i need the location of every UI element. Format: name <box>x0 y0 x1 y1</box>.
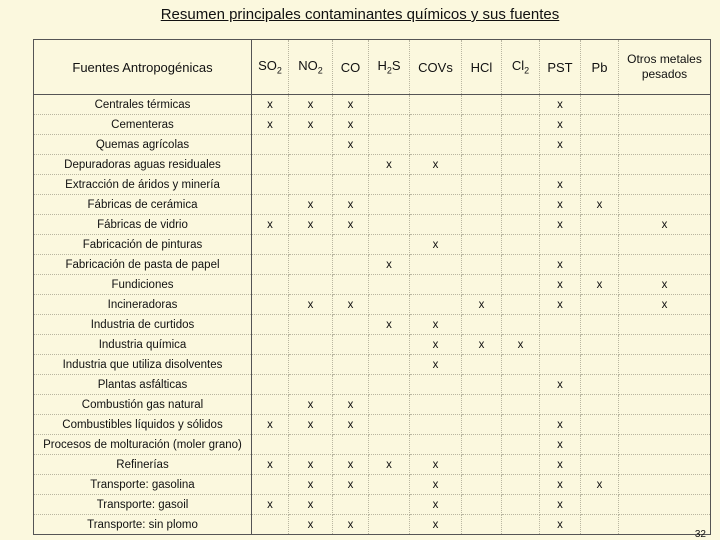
table-cell <box>619 495 711 515</box>
table-cell <box>581 495 619 515</box>
table-row <box>34 515 711 535</box>
table-cell: x <box>540 115 581 135</box>
table-cell <box>369 515 410 535</box>
table-cell <box>581 215 619 235</box>
table-cell <box>581 115 619 135</box>
table-cell: x <box>252 455 289 475</box>
table-cell: x <box>410 515 462 535</box>
slide-title: Resumen principales contaminantes químicos y sus fuentes <box>160 6 560 23</box>
table-row <box>34 455 711 475</box>
table-cell: x <box>540 415 581 435</box>
table-cell <box>369 355 410 375</box>
table-header-row <box>34 40 711 95</box>
table-cell <box>289 135 333 155</box>
table-cell <box>462 235 502 255</box>
header-source: Fuentes Antropogénicas <box>34 40 252 95</box>
table-cell <box>619 455 711 475</box>
table-cell: x <box>333 455 369 475</box>
table-cell <box>581 335 619 355</box>
table-cell <box>252 315 289 335</box>
table-cell: x <box>410 155 462 175</box>
table-row <box>34 435 711 455</box>
table-cell: x <box>369 255 410 275</box>
table-cell <box>369 395 410 415</box>
source-name: Transporte: gasoil <box>34 495 252 515</box>
table-cell: x <box>289 195 333 215</box>
table-cell: x <box>369 315 410 335</box>
table-cell <box>289 375 333 395</box>
table-cell <box>410 435 462 455</box>
table-cell <box>619 115 711 135</box>
table-cell: x <box>619 215 711 235</box>
table-row <box>34 175 711 195</box>
table-cell: x <box>369 455 410 475</box>
table-cell <box>410 215 462 235</box>
table-cell <box>540 315 581 335</box>
table-cell: x <box>410 495 462 515</box>
source-name: Procesos de molturación (moler grano) <box>34 435 252 455</box>
table-cell <box>502 115 540 135</box>
source-name: Cementeras <box>34 115 252 135</box>
table-cell <box>619 475 711 495</box>
table-cell <box>502 475 540 495</box>
table-cell <box>581 395 619 415</box>
header-col-otros-metales: Otros metales pesados <box>619 40 711 95</box>
table-cell <box>462 195 502 215</box>
table-cell <box>619 235 711 255</box>
table-cell: x <box>462 295 502 315</box>
table-cell <box>581 255 619 275</box>
table-cell <box>410 295 462 315</box>
table-cell <box>333 315 369 335</box>
table-cell <box>369 115 410 135</box>
table-cell <box>619 415 711 435</box>
table-cell <box>369 235 410 255</box>
source-name: Combustión gas natural <box>34 395 252 415</box>
table-cell: x <box>619 275 711 295</box>
table-cell <box>502 395 540 415</box>
table-cell <box>619 375 711 395</box>
table-cell <box>619 95 711 115</box>
header-col-cl2: $Cl_2$ <box>502 40 540 95</box>
table-row <box>34 495 711 515</box>
table-cell <box>252 395 289 415</box>
table-cell <box>289 175 333 195</box>
table-cell: x <box>252 115 289 135</box>
table-cell: x <box>289 475 333 495</box>
table-cell <box>462 395 502 415</box>
table-cell <box>252 515 289 535</box>
table-cell <box>502 495 540 515</box>
table-cell: x <box>540 375 581 395</box>
table-row <box>34 235 711 255</box>
table-cell: x <box>289 415 333 435</box>
table-cell: x <box>252 495 289 515</box>
table-cell <box>410 175 462 195</box>
table-cell: x <box>333 195 369 215</box>
source-name: Industria que utiliza disolventes <box>34 355 252 375</box>
table-cell <box>502 135 540 155</box>
header-col-no2: $NO_2$ <box>289 40 333 95</box>
table-cell <box>540 355 581 375</box>
table-cell <box>289 435 333 455</box>
table-cell: x <box>333 415 369 435</box>
source-name: Fundiciones <box>34 275 252 295</box>
table-cell <box>619 435 711 455</box>
table-cell <box>502 95 540 115</box>
table-row <box>34 215 711 235</box>
page-number: 32 <box>694 529 706 540</box>
table-cell <box>410 375 462 395</box>
table-cell <box>502 455 540 475</box>
table-cell: x <box>289 115 333 135</box>
table-cell <box>581 175 619 195</box>
table-cell: x <box>289 395 333 415</box>
table-cell <box>502 275 540 295</box>
table-cell: x <box>252 215 289 235</box>
source-name: Industria de curtidos <box>34 315 252 335</box>
table-cell <box>502 215 540 235</box>
table-cell <box>502 175 540 195</box>
table-cell <box>369 495 410 515</box>
table-cell <box>252 475 289 495</box>
table-cell <box>619 195 711 215</box>
table-cell <box>581 415 619 435</box>
source-name: Refinerías <box>34 455 252 475</box>
table-cell: x <box>540 135 581 155</box>
table-cell <box>289 255 333 275</box>
table-row <box>34 475 711 495</box>
table-cell <box>410 135 462 155</box>
header-col-pb: Pb <box>581 40 619 95</box>
table-cell <box>369 135 410 155</box>
table-cell: x <box>289 215 333 235</box>
table-cell: x <box>502 335 540 355</box>
table-cell <box>619 315 711 335</box>
table-cell <box>410 115 462 135</box>
table-cell <box>333 335 369 355</box>
table-cell: x <box>540 455 581 475</box>
table-cell: x <box>333 475 369 495</box>
table-row <box>34 135 711 155</box>
table-cell <box>333 235 369 255</box>
table-cell <box>581 295 619 315</box>
table-cell <box>369 335 410 355</box>
table-cell: x <box>581 275 619 295</box>
table-cell: x <box>540 515 581 535</box>
table-cell <box>333 155 369 175</box>
table-cell: x <box>410 475 462 495</box>
table-cell: x <box>540 215 581 235</box>
table-cell: x <box>252 415 289 435</box>
table-cell <box>462 355 502 375</box>
source-name: Depuradoras aguas residuales <box>34 155 252 175</box>
table-cell: x <box>462 335 502 355</box>
table-cell: x <box>289 515 333 535</box>
table-row <box>34 195 711 215</box>
table-cell: x <box>333 215 369 235</box>
table-cell <box>289 235 333 255</box>
table-cell <box>462 255 502 275</box>
table-cell <box>252 175 289 195</box>
source-name: Fábricas de vidrio <box>34 215 252 235</box>
table-cell <box>581 315 619 335</box>
table-cell: x <box>410 315 462 335</box>
table-cell <box>289 315 333 335</box>
table-cell: x <box>333 395 369 415</box>
table-cell <box>462 135 502 155</box>
table-cell <box>540 155 581 175</box>
source-name: Transporte: sin plomo <box>34 515 252 535</box>
table-cell: x <box>540 435 581 455</box>
table-cell: x <box>289 455 333 475</box>
table-cell <box>581 515 619 535</box>
table-cell: x <box>410 235 462 255</box>
header-col-hcl: HCl <box>462 40 502 95</box>
table-cell <box>462 475 502 495</box>
table-cell <box>619 175 711 195</box>
table-cell <box>502 295 540 315</box>
header-col-covs: COVs <box>410 40 462 95</box>
table-cell <box>502 255 540 275</box>
source-name: Fábricas de cerámica <box>34 195 252 215</box>
table-cell <box>462 455 502 475</box>
table-cell <box>252 295 289 315</box>
table-cell <box>502 515 540 535</box>
source-name: Fabricación de pasta de papel <box>34 255 252 275</box>
table-row <box>34 95 711 115</box>
table-cell <box>462 495 502 515</box>
table-cell <box>252 155 289 175</box>
table-cell <box>581 455 619 475</box>
source-name: Extracción de áridos y minería <box>34 175 252 195</box>
table-cell <box>369 175 410 195</box>
table-cell: x <box>333 95 369 115</box>
table-cell <box>410 195 462 215</box>
table-cell <box>252 235 289 255</box>
table-cell <box>581 155 619 175</box>
source-name: Incineradoras <box>34 295 252 315</box>
table-cell: x <box>540 495 581 515</box>
table-cell <box>540 235 581 255</box>
table-row <box>34 315 711 335</box>
table-row <box>34 415 711 435</box>
table-cell <box>410 275 462 295</box>
table-row <box>34 255 711 275</box>
table-cell <box>252 195 289 215</box>
table-cell: x <box>540 275 581 295</box>
table-cell <box>333 435 369 455</box>
table-cell <box>581 95 619 115</box>
header-col-pst: PST <box>540 40 581 95</box>
table-cell: x <box>540 195 581 215</box>
table-cell: x <box>289 295 333 315</box>
table-row <box>34 295 711 315</box>
table-cell <box>502 415 540 435</box>
table-cell <box>502 355 540 375</box>
table-cell <box>462 155 502 175</box>
table-cell <box>581 435 619 455</box>
table-cell <box>369 415 410 435</box>
table-cell: x <box>333 515 369 535</box>
table-cell <box>619 255 711 275</box>
table-cell <box>502 375 540 395</box>
table-cell: x <box>540 175 581 195</box>
table-cell <box>462 375 502 395</box>
table-cell: x <box>410 335 462 355</box>
table-cell: x <box>540 475 581 495</box>
table-cell: x <box>252 95 289 115</box>
table-row <box>34 395 711 415</box>
table-cell <box>619 335 711 355</box>
table-cell <box>619 135 711 155</box>
source-name: Plantas asfálticas <box>34 375 252 395</box>
table-cell: x <box>410 355 462 375</box>
header-col-co: CO <box>333 40 369 95</box>
table-cell: x <box>333 115 369 135</box>
source-name: Centrales térmicas <box>34 95 252 115</box>
source-name: Transporte: gasolina <box>34 475 252 495</box>
table-cell: x <box>410 455 462 475</box>
table-cell: x <box>581 475 619 495</box>
table-cell <box>619 155 711 175</box>
table-cell <box>333 275 369 295</box>
table-cell <box>369 195 410 215</box>
table-cell <box>333 495 369 515</box>
table-cell <box>502 315 540 335</box>
table-cell <box>289 355 333 375</box>
table-row <box>34 335 711 355</box>
table-row <box>34 155 711 175</box>
table-cell <box>252 275 289 295</box>
table-cell <box>369 375 410 395</box>
table-cell <box>252 135 289 155</box>
table-cell <box>619 355 711 375</box>
source-name: Industria química <box>34 335 252 355</box>
table-cell <box>462 435 502 455</box>
table-cell <box>369 95 410 115</box>
table-cell <box>410 395 462 415</box>
table-cell <box>410 415 462 435</box>
table-cell: x <box>540 295 581 315</box>
table-cell <box>252 335 289 355</box>
table-cell <box>462 315 502 335</box>
table-cell <box>289 155 333 175</box>
table-cell <box>289 275 333 295</box>
table-cell <box>333 175 369 195</box>
table-cell <box>462 415 502 435</box>
table-cell: x <box>333 295 369 315</box>
table-cell <box>252 355 289 375</box>
table-cell <box>462 215 502 235</box>
table-cell <box>581 355 619 375</box>
table-cell <box>289 335 333 355</box>
table-cell: x <box>619 295 711 315</box>
table-cell: x <box>289 495 333 515</box>
table-cell <box>502 435 540 455</box>
table-cell <box>581 375 619 395</box>
table-row <box>34 375 711 395</box>
table-cell <box>502 235 540 255</box>
table-cell: x <box>581 195 619 215</box>
table-cell: x <box>369 155 410 175</box>
table-cell <box>581 135 619 155</box>
table-cell <box>540 395 581 415</box>
table-cell: x <box>540 95 581 115</box>
table-cell <box>619 395 711 415</box>
pollutant-sources-table <box>33 39 711 535</box>
table-cell <box>369 435 410 455</box>
table-cell <box>369 295 410 315</box>
table-cell <box>333 355 369 375</box>
table-cell <box>462 115 502 135</box>
source-name: Combustibles líquidos y sólidos <box>34 415 252 435</box>
table-cell <box>581 235 619 255</box>
table-cell <box>462 95 502 115</box>
table-cell <box>252 435 289 455</box>
table-cell <box>462 175 502 195</box>
table-cell <box>252 375 289 395</box>
table-row <box>34 355 711 375</box>
table-cell <box>462 275 502 295</box>
table-cell <box>502 195 540 215</box>
table-cell <box>369 475 410 495</box>
table-cell: x <box>289 95 333 115</box>
table-row <box>34 275 711 295</box>
header-col-h2s: $H_2S$ <box>369 40 410 95</box>
source-name: Quemas agrícolas <box>34 135 252 155</box>
table-cell <box>369 275 410 295</box>
table-cell <box>462 515 502 535</box>
source-name: Fabricación de pinturas <box>34 235 252 255</box>
header-col-so2: $SO_2$ <box>252 40 289 95</box>
table-cell: x <box>333 135 369 155</box>
table-cell <box>410 95 462 115</box>
table-cell <box>502 155 540 175</box>
table-cell <box>333 255 369 275</box>
table-cell <box>333 375 369 395</box>
table-cell <box>369 215 410 235</box>
table-cell <box>540 335 581 355</box>
table-row <box>34 115 711 135</box>
table-cell <box>410 255 462 275</box>
table-cell: x <box>540 255 581 275</box>
table-cell <box>252 255 289 275</box>
